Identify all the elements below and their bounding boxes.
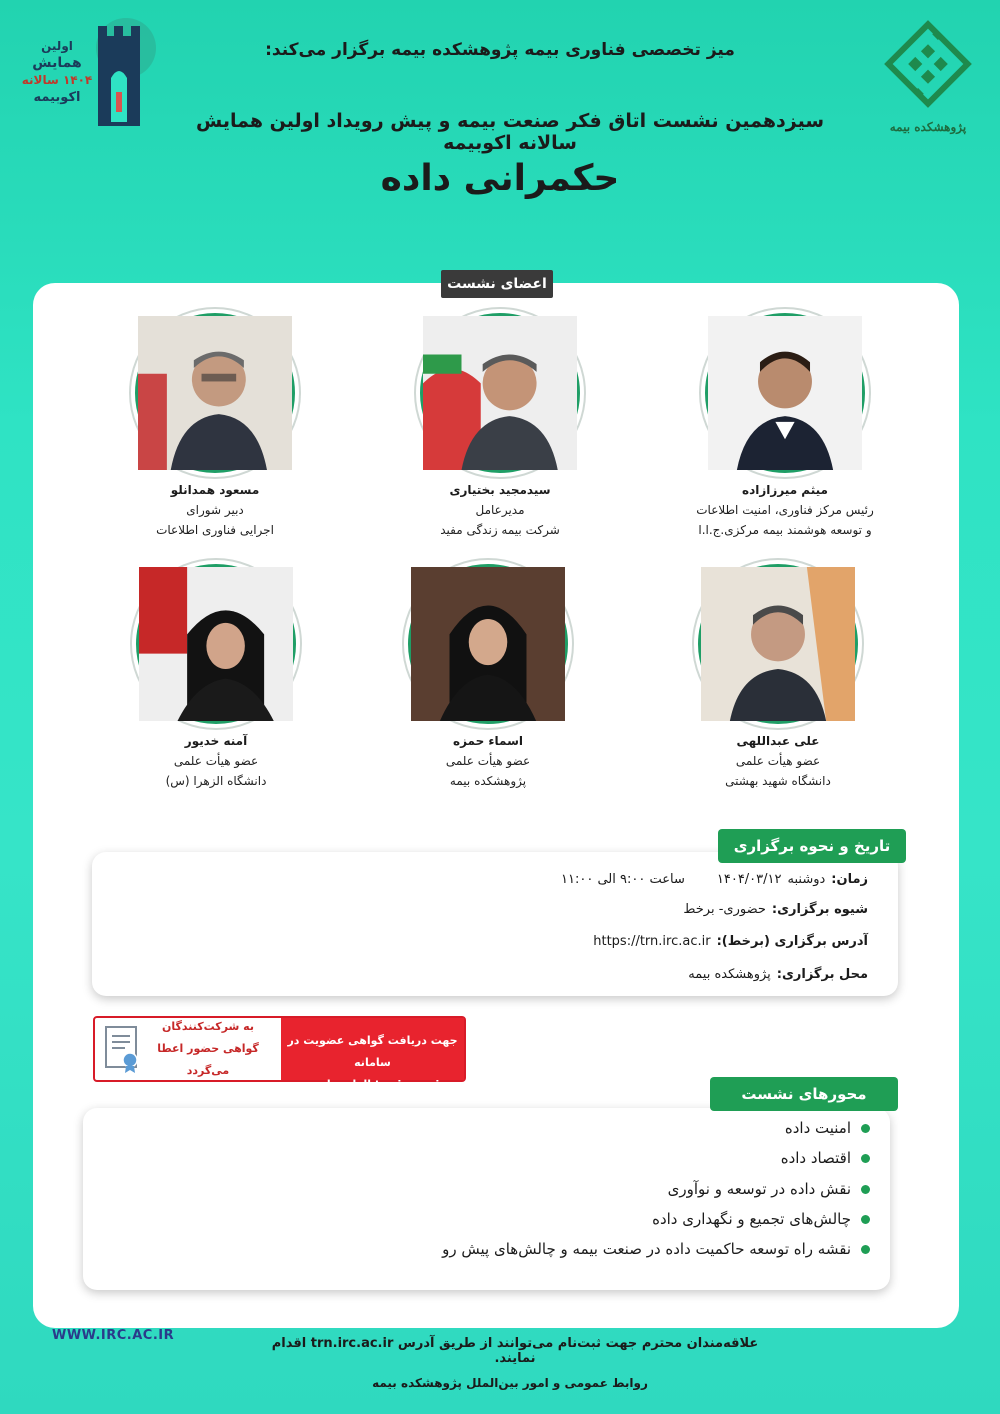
member-org: دانشگاه شهید بهشتی — [725, 774, 831, 788]
member-name: آمنه خدیور — [184, 734, 248, 748]
time-date: ۱۴۰۴/۰۳/۱۲ — [716, 872, 782, 887]
logo-text-2: همایش — [32, 55, 82, 71]
member-org: اجرایی فناوری اطلاعات — [156, 523, 274, 537]
organizer-line: میز تخصصی فناوری بیمه پژوهشکده بیمه برگزار می‌کند: — [265, 40, 735, 60]
diamond-grid-icon — [878, 18, 978, 114]
topic-text: نقشه راه توسعه حاکمیت داده در صنعت بیمه و چالش‌های پیش رو — [442, 1240, 851, 1258]
topic-item — [442, 1240, 870, 1258]
venue-label: محل برگزاری: — [776, 967, 868, 982]
member-role: مدیرعامل — [475, 503, 525, 517]
member-card — [643, 564, 913, 788]
logo-text-1: اولین — [41, 39, 73, 53]
member-name: سیدمجید بختیاری — [449, 483, 551, 497]
method-value: حضوری- برخط — [683, 902, 766, 917]
bullet-icon — [861, 1245, 870, 1254]
member-role: عضو هیأت علمی — [445, 754, 531, 768]
registration-note: علاقه‌مندان محترم جهت ثبت‌نام می‌توانند از طریق آدرس trn.irc.ac.ir اقدام نمایند. — [271, 1336, 759, 1366]
member-photo — [698, 564, 858, 724]
certificate-red-part — [281, 1018, 464, 1091]
member-name: علی عبداللهی — [736, 734, 820, 748]
topic-item — [785, 1119, 870, 1137]
member-card — [365, 313, 635, 537]
schedule-tag: تاریخ و نحوه برگزاری — [718, 829, 906, 863]
member-card — [81, 564, 351, 788]
page-title: حکمرانی داده — [380, 158, 620, 199]
member-card — [353, 564, 623, 788]
member-role: رئیس مرکز فناوری، امنیت اطلاعات — [696, 503, 874, 517]
time-day: دوشنبه — [787, 872, 826, 887]
time-label: زمان: — [831, 872, 868, 887]
topic-text: امنیت داده — [784, 1119, 851, 1137]
member-role: عضو هیأت علمی — [173, 754, 259, 768]
event-line: سیزدهمین نشست اتاق فکر صنعت بیمه و پیش رویداد اولین همایش سالانه اکوبیمه — [195, 110, 825, 154]
topic-text: اقتصاد داده — [780, 1149, 851, 1167]
member-photo — [408, 564, 568, 724]
topic-text: نقش داده در توسعه و نوآوری — [667, 1180, 851, 1198]
schedule-venue-row — [688, 967, 868, 982]
member-card — [650, 313, 920, 537]
certificate-red-line2: trn.irc.ac.ir الزامی است. — [300, 1078, 445, 1091]
bullet-icon — [861, 1185, 870, 1194]
bullet-icon — [861, 1154, 870, 1163]
method-label: شیوه برگزاری: — [771, 902, 868, 917]
schedule-method-row — [683, 902, 868, 917]
member-photo — [136, 564, 296, 724]
topic-text: چالش‌های تجمیع و نگهداری داده — [652, 1210, 851, 1228]
bullet-icon — [861, 1215, 870, 1224]
schedule-address-row — [593, 934, 868, 949]
certificate-white-part — [95, 1018, 281, 1080]
topic-item — [668, 1180, 870, 1198]
schedule-time-row — [561, 872, 868, 887]
certificate-red-line1: جهت دریافت گواهی عضویت در سامانه — [287, 1034, 458, 1069]
members-tag: اعضای نشست — [441, 270, 553, 298]
member-name: میثم میرزازاده — [742, 483, 828, 497]
member-org: دانشگاه الزهرا (س) — [165, 774, 267, 788]
member-photo — [135, 313, 295, 473]
member-name: اسماء حمزه — [452, 734, 524, 748]
topics-box — [83, 1108, 890, 1290]
website-link[interactable]: WWW.IRC.AC.IR — [52, 1328, 175, 1343]
topic-item — [652, 1210, 870, 1228]
member-card — [80, 313, 350, 537]
time-hours: ساعت ۹:۰۰ الی ۱۱:۰۰ — [561, 872, 685, 887]
topic-item — [781, 1149, 870, 1167]
logo-text-3: ۱۴۰۴ سالانه — [21, 73, 93, 87]
venue-value: پژوهشکده بیمه — [688, 967, 771, 982]
member-photo — [420, 313, 580, 473]
irc-logo — [878, 18, 978, 138]
member-name: مسعود همدانلو — [170, 483, 260, 497]
castle-tower-icon — [94, 26, 144, 126]
certificate-white-line2: گواهی حضور اعطا می‌گردد — [157, 1042, 259, 1077]
logo-text-4: اکوبیمه — [33, 90, 81, 105]
member-org: و توسعه هوشمند بیمه مرکزی.ج.ا.ا — [698, 523, 872, 537]
address-label: آدرس برگزاری (برخط): — [716, 934, 868, 949]
member-org: پژوهشکده بیمه — [449, 774, 527, 788]
member-role: دبیر شورای — [186, 503, 244, 517]
public-relations-note: روابط عمومی و امور بین‌الملل پژوهشکده بیمه — [372, 1376, 648, 1390]
ecobimeh-logo — [18, 18, 158, 130]
member-photo — [705, 313, 865, 473]
certificate-banner — [93, 1016, 466, 1091]
irc-logo-text: پژوهشکده بیمه — [889, 120, 967, 134]
certificate-white-line1: به شرکت‌کنندگان — [162, 1020, 254, 1033]
topics-tag: محورهای نشست — [710, 1077, 898, 1111]
member-org: شرکت بیمه زندگی مفید — [440, 523, 560, 537]
certificate-icon — [103, 1024, 143, 1074]
address-link[interactable]: https://trn.irc.ac.ir — [593, 934, 711, 949]
bullet-icon — [861, 1124, 870, 1133]
member-role: عضو هیأت علمی — [735, 754, 821, 768]
